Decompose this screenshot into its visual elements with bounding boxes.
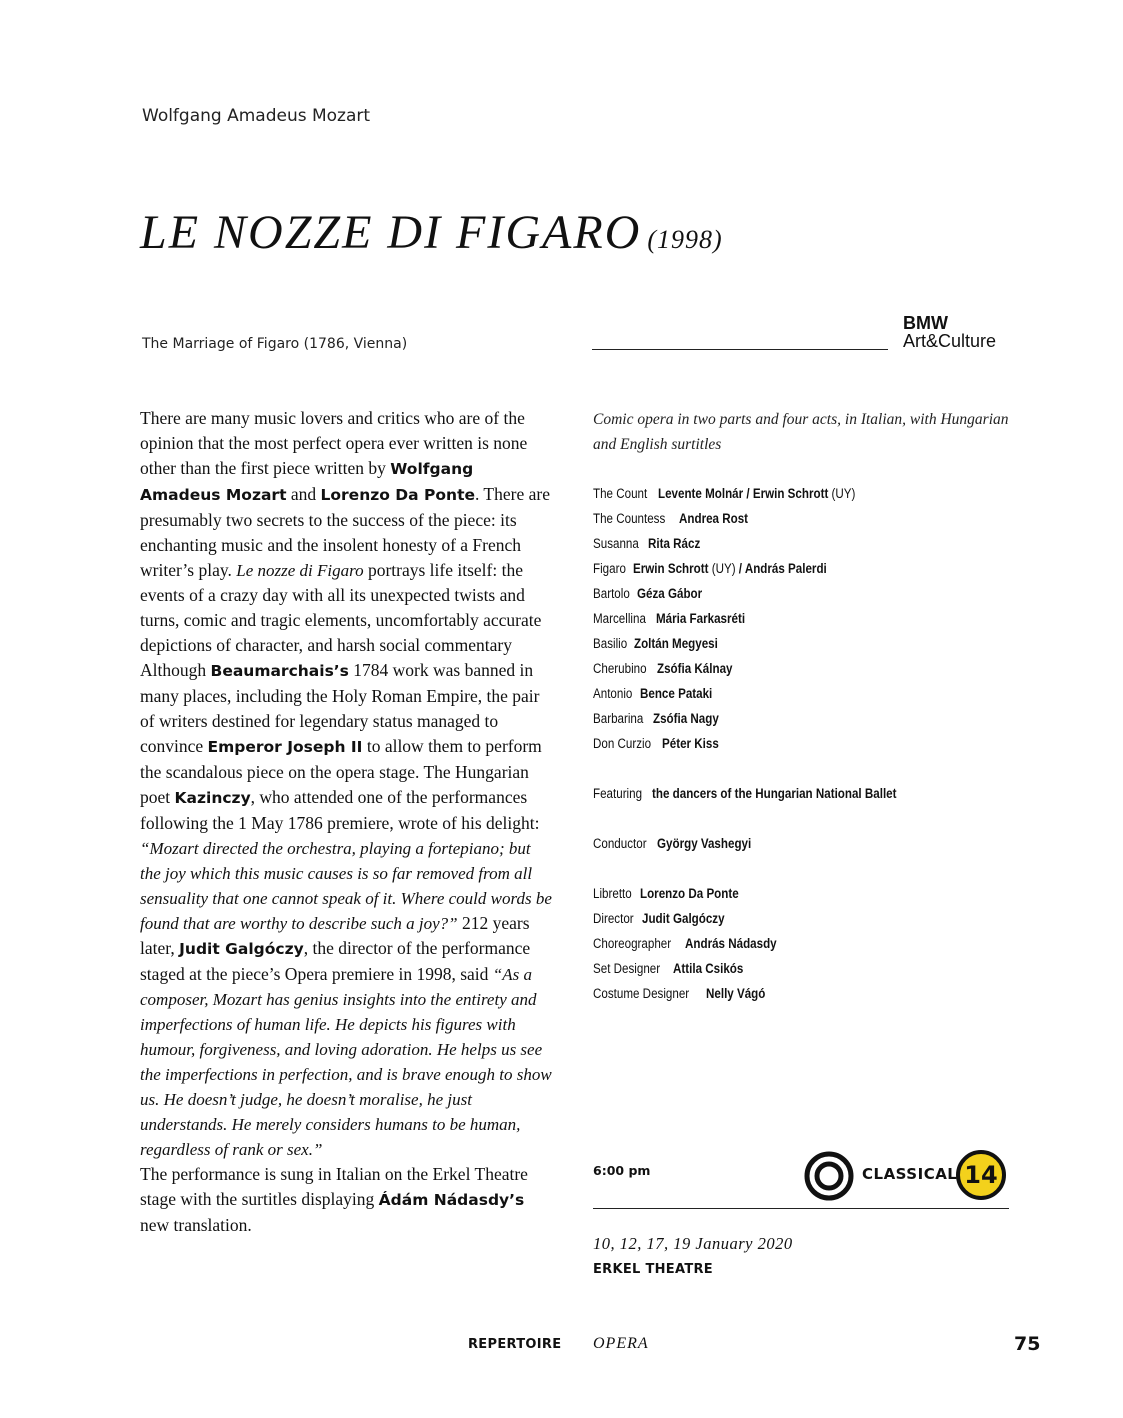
credit-row: [593, 506, 1023, 531]
credit-row: [593, 631, 1023, 656]
credit-row: [593, 881, 1023, 906]
bold-name: Ádám Nádasdy’s: [378, 1191, 525, 1209]
performance-time: 6:00 pm: [593, 1163, 651, 1178]
credit-role: The Count: [593, 486, 648, 501]
credit-row: [593, 656, 1023, 681]
credit-name: [706, 981, 765, 1006]
credit-name: [657, 831, 751, 856]
credit-role: The Countess: [593, 511, 666, 526]
credit-role: Set Designer: [593, 961, 661, 976]
credit-role: Antonio: [593, 686, 633, 701]
credit-row: [593, 931, 1023, 956]
credit-name-text: Judit Galgóczy: [641, 911, 725, 926]
text-run: . There are presumably two secrets to the success of the piece: its enchanting music and the insolent honesty of a French writer’s play.: [140, 484, 550, 580]
venue-name: ERKEL THEATRE: [593, 1262, 713, 1277]
credit-role: Featuring: [593, 786, 643, 801]
article-paragraph-1: [140, 406, 552, 1162]
credit-name-text: Géza Gábor: [637, 586, 703, 601]
credit-row: [593, 956, 1023, 981]
composer-name: Wolfgang Amadeus Mozart: [142, 106, 371, 126]
credit-role: Barbarina: [593, 711, 644, 726]
header-divider: [592, 349, 888, 350]
credit-role: Choreographer: [593, 936, 672, 951]
credit-role: Conductor: [593, 836, 647, 851]
credit-name: [642, 906, 725, 931]
text-run: There are many music lovers and critics who are of the opinion that the most perfect opera ever written is none other than the first piece written by: [140, 408, 528, 478]
credit-name-text: Mária Farkasréti: [656, 611, 746, 626]
opera-title: [140, 205, 723, 260]
credit-country-suffix: (UY): [827, 486, 855, 501]
english-subtitle: The Marriage of Figaro (1786, Vienna): [142, 336, 408, 352]
italic-text: “As a composer, Mozart has genius insights into the entirety and imperfections of human life. He depicts his figures with humour, forgiveness, and loving adoration. He helps us see the imperfections in perfection, and is brave enough to show us. He doesn’t judge, he doesn’t moralise, he just understands. He merely considers humans to be human, regardless of rank or sex.”: [140, 965, 552, 1159]
credit-role: Marcellina: [593, 611, 646, 626]
credit-row: [593, 681, 1023, 706]
credit-row: [593, 906, 1023, 931]
credit-name-text: Zsófia Nagy: [653, 711, 719, 726]
text-run: , the director of the performance staged at the piece’s Opera premiere in 1998, said: [140, 938, 531, 984]
credit-name: [657, 656, 732, 681]
production-year: (1998): [647, 225, 723, 254]
credit-row: [593, 831, 1023, 856]
credit-name-text: Nelly Vágó: [706, 986, 766, 1001]
text-run: 1784 work was banned in many places, including the Holy Roman Empire, the pair of writers destined for legendary status managed to convince: [140, 660, 540, 756]
credit-role: Libretto: [593, 886, 632, 901]
bold-name: Wolfgang Amadeus Mozart: [140, 460, 474, 504]
credit-role: Basilio: [593, 636, 628, 651]
footer-section: REPERTOIRE: [468, 1337, 562, 1352]
sponsor-line-1: BMW: [903, 313, 948, 333]
credit-name: [679, 506, 748, 531]
title-text: LE NOZZE DI FIGARO: [140, 206, 642, 259]
credit-role: Director: [593, 911, 634, 926]
credit-name: [685, 931, 777, 956]
credit-role: Costume Designer: [593, 986, 690, 1001]
credit-name: [656, 606, 745, 631]
credit-row: [593, 481, 1023, 506]
credit-name-text: András Nádasdy: [685, 936, 777, 951]
credit-name-text: Levente Molnár / Erwin Schrott: [657, 486, 828, 501]
bold-name: Beaumarchais’s: [210, 662, 349, 680]
text-run: new translation.: [140, 1215, 252, 1235]
credit-row: [593, 556, 1023, 581]
bold-name: Kazinczy: [174, 789, 251, 807]
credit-name-text: Andrea Rost: [678, 511, 748, 526]
credit-name: [652, 781, 897, 806]
credit-name-text: Zsófia Kálnay: [656, 661, 733, 676]
credit-row: [593, 731, 1023, 756]
credit-role: Figaro: [593, 561, 626, 576]
performance-dates: 10, 12, 17, 19 January 2020: [593, 1234, 793, 1253]
credits-list: [593, 481, 1023, 1006]
credit-row: [593, 781, 1023, 806]
credit-row: [593, 581, 1023, 606]
credits-spacer: [593, 856, 1023, 881]
text-run: The performance is sung in Italian on the Erkel Theatre stage with the surtitles displaying: [140, 1164, 528, 1209]
credit-name-text: Attila Csikós: [672, 961, 743, 976]
credit-row: [593, 706, 1023, 731]
credit-role: Bartolo: [593, 586, 630, 601]
bold-name: Judit Galgóczy: [179, 940, 304, 958]
credit-name: [648, 531, 700, 556]
credit-name: [673, 956, 743, 981]
credit-name-text: Zoltán Megyesi: [634, 636, 719, 651]
credit-name: [640, 681, 712, 706]
credit-row: [593, 981, 1023, 1006]
bold-name: Lorenzo Da Ponte: [320, 486, 475, 504]
page-number: 75: [1014, 1333, 1041, 1355]
article-body: [140, 406, 552, 1238]
credit-country-suffix: (UY): [708, 561, 739, 576]
age-rating-number: 14: [964, 1161, 998, 1189]
credit-name: [633, 556, 827, 581]
credit-row: [593, 531, 1023, 556]
article-paragraph-2: [140, 1162, 552, 1238]
text-run: portrays life itself: the events of a crazy day with all its unexpected twists and turns, comic and tragic elements, uncomfortably accurate depictions of character, and harsh social commentary Although: [140, 560, 542, 680]
classical-target-icon: [807, 1154, 851, 1198]
italic-text: Le nozze di Figaro: [236, 561, 364, 580]
production-description: Comic opera in two parts and four acts, in Italian, with Hungarian and English surtitles: [593, 411, 1009, 453]
credit-name: [634, 631, 718, 656]
credit-name: [658, 481, 855, 506]
credit-name: [662, 731, 719, 756]
credit-row: [593, 606, 1023, 631]
credits-spacer: [593, 756, 1023, 781]
bold-name: Emperor Joseph II: [207, 738, 363, 756]
credit-name-text: Lorenzo Da Ponte: [639, 886, 739, 901]
sponsor-logo: [903, 314, 996, 350]
event-divider: [593, 1208, 1009, 1209]
credit-role: Cherubino: [593, 661, 647, 676]
text-run: , who attended one of the performances following the 1 May 1786 premiere, wrote of his delight:: [140, 787, 540, 833]
credit-name-text: Rita Rácz: [647, 536, 701, 551]
credit-name-text: Péter Kiss: [662, 736, 719, 751]
credit-name-text: Erwin Schrott: [632, 561, 709, 576]
credit-name: [653, 706, 719, 731]
footer-category: OPERA: [593, 1335, 649, 1352]
credit-role: Susanna: [593, 536, 639, 551]
italic-text: “Mozart directed the orchestra, playing a fortepiano; but the joy which this music causes is so far removed from all sensuality that one cannot speak of it. Where could words be found that are worthy to describe such a joy?”: [140, 839, 552, 933]
credit-role: Don Curzio: [593, 736, 652, 751]
credits-spacer: [593, 806, 1023, 831]
credit-name-text: György Vashegyi: [656, 836, 752, 851]
credit-name-text: the dancers of the Hungarian National Ballet: [651, 786, 897, 801]
category-label: CLASSICAL: [862, 1165, 958, 1183]
credit-name-text: Bence Pataki: [640, 686, 713, 701]
credit-name-text: / András Palerdi: [738, 561, 827, 576]
text-run: and: [286, 484, 321, 504]
text-run: 212 years later,: [140, 913, 530, 958]
credit-name: [640, 881, 739, 906]
text-run: to allow them to perform the scandalous piece on the opera stage. The Hungarian poet: [140, 736, 542, 807]
credit-name: [637, 581, 702, 606]
sponsor-line-2: Art&Culture: [903, 331, 997, 351]
